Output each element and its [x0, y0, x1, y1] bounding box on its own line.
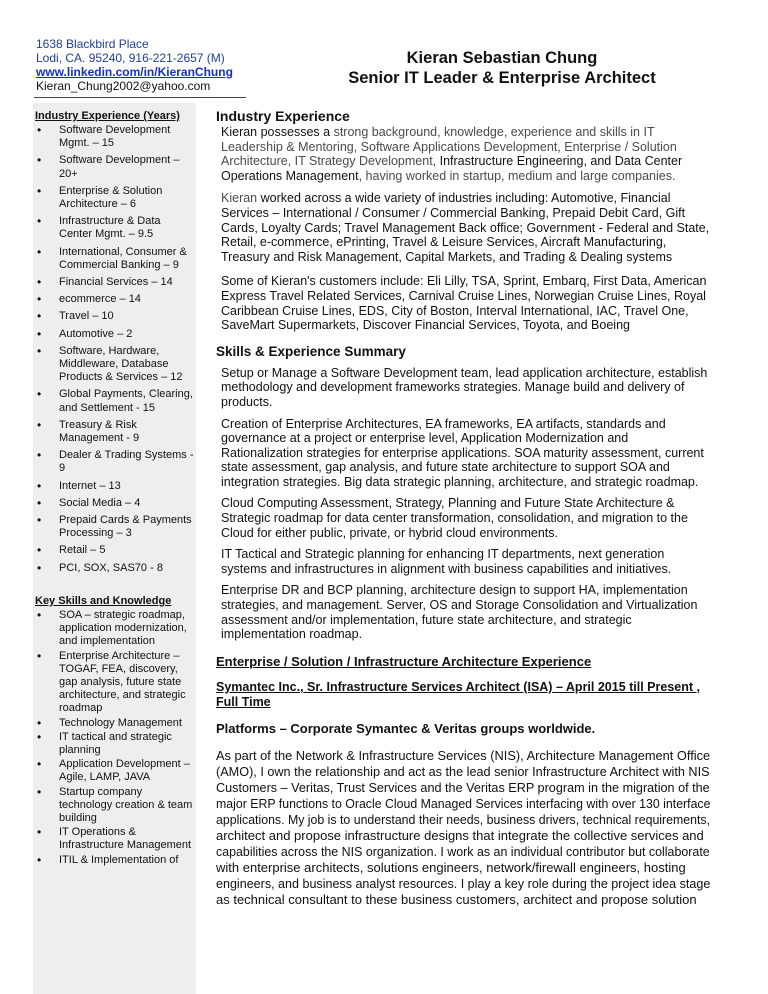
industry-experience-heading: Industry Experience	[216, 108, 350, 124]
job-line: (AMO), I own the relationship and act as the lead senior Infrastructure Architect with NIS	[216, 763, 710, 779]
list-item: • Software Development Mgmt. – 15	[35, 124, 196, 150]
list-item: • Application Development – Agile, LAMP, JAVA	[35, 758, 196, 784]
industry-p1-d: , having worked in startup, medium and large companies.	[358, 168, 676, 183]
list-item: • PCI, SOX, SAS70 - 8	[35, 562, 196, 575]
list-item: • Financial Services – 14	[35, 276, 196, 289]
skills-paragraph-4: IT Tactical and Strategic planning for enhancing IT departments, next generation systems and infrastructures in alignment with business capabilities and initiatives.	[221, 547, 672, 576]
contact-divider	[34, 97, 246, 98]
linkedin-link[interactable]: www.linkedin.com/in/KieranChung	[36, 65, 233, 79]
list-item: • Automotive – 2	[35, 328, 196, 341]
industry-p2-a: Kieran	[221, 191, 258, 206]
job-line: engineers, and business analyst resources. I play a key role during the project idea stage	[216, 875, 711, 891]
list-item: • Social Media – 4	[35, 497, 196, 510]
industry-p1-b: strong background, knowledge, experience and skills in IT Leadership & Mentoring, Software Applications Development, Enterprise / Solution Architecture, IT Strategy Development,	[221, 125, 677, 169]
job-line: as technical consultant to these business customers, architect and propose solution	[216, 891, 697, 907]
key-skills-heading: Key Skills and Knowledge	[35, 594, 172, 607]
list-item: • Software Development – 20+	[35, 154, 196, 180]
industry-p2-b: worked across a wide variety of industries including: Automotive, Financial Services – International / Consumer / Commercial Banking, Prepaid Debit Card, Gift Cards, Loyalty Cards; Travel Management Back office; Government - Federal and State, Retail, e-commerce, ePrinting, Travel & Leisure Services, Aircraft Manufacturing, Treasury and Risk Management, Capital Markets, and Trading & Dealing systems	[221, 191, 710, 264]
skills-summary-heading: Skills & Experience Summary	[216, 343, 406, 359]
job-line: As part of the Network & Infrastructure Services (NIS), Architecture Management Office	[216, 747, 711, 763]
job-line: applications. My job is to understand their needs, business drivers, technical requirements,	[216, 811, 711, 827]
job-line: Customers – Veritas, Trust Services and the Veritas ERP program in the migration of the	[216, 779, 710, 795]
job-title-line-1: Symantec Inc., Sr. Infrastructure Services Architect (ISA) – April 2015 till Present ,	[216, 679, 700, 694]
skills-paragraph-5: Enterprise DR and BCP planning, architecture design to support HA, implementation strategies, and management. Server, OS and Storage Consolidation and Virtualization assessment and/or implementation, future state architecture, and strategic implementation roadmap.	[221, 583, 698, 642]
industry-p1-a: Kieran possesses a	[221, 125, 334, 139]
list-item: • Retail – 5	[35, 544, 196, 557]
candidate-name: Kieran Sebastian Chung	[406, 49, 598, 67]
email-address: Kieran_Chung2002@yahoo.com	[36, 79, 211, 93]
resume-header	[320, 48, 684, 88]
industry-paragraph-2	[216, 191, 712, 264]
list-item: • Travel – 10	[35, 310, 196, 323]
job-line: capabilities across the NIS organization. I work as an individual contributor but collaborate	[216, 843, 710, 859]
list-item: • Enterprise Architecture – TOGAF, FEA, discovery, gap analysis, future state architecture, and strategic roadmap	[35, 650, 196, 716]
contact-block	[36, 37, 233, 93]
job-line: with enterprise architects, solutions engineers, network/firewall engineers, hosting	[216, 859, 686, 875]
list-item: • IT tactical and strategic planning	[35, 731, 196, 757]
address-line-2: Lodi, CA. 95240, 916-221-2657 (M)	[36, 51, 225, 65]
list-item: • SOA – strategic roadmap, application modernization, and implementation	[35, 609, 196, 649]
list-item: • ITIL & Implementation of	[35, 854, 196, 867]
list-item: • Technology Management	[35, 717, 196, 730]
skills-paragraph-1: Setup or Manage a Software Development team, lead application architecture, establish methodology and development frameworks strategies. Manage build and delivery of products.	[221, 365, 708, 409]
list-item: • Startup company technology creation & team building	[35, 786, 196, 826]
list-item: • ecommerce – 14	[35, 293, 196, 306]
job-title-line-2: Full Time	[216, 694, 271, 709]
platforms-line: Platforms – Corporate Symantec & Veritas groups worldwide.	[216, 720, 596, 736]
key-skills-list	[35, 609, 196, 867]
job-line: major ERP functions to Oracle Cloud Managed Services interfacing with over 130 interface	[216, 795, 711, 811]
industry-paragraph-3: Some of Kieran's customers include: Eli Lilly, TSA, Sprint, Embarq, First Data, American Express Travel Related Services, Carnival Cruise Lines, Norwegian Cruise Lines, Royal Caribbean Cruise Lines, EDS, City of Boston, Interval International, IAC, Travel One, SaveMart Supermarkets, Discover Financial Services, Toyota, and Boeing	[221, 274, 707, 333]
skills-paragraph-3: Cloud Computing Assessment, Strategy, Planning and Future State Architecture & Strategic roadmap for data center transformation, consolidation, and migration to the Cloud for either public, private, or hybrid cloud environments.	[221, 496, 688, 540]
address-line-1: 1638 Blackbird Place	[36, 37, 149, 51]
skills-paragraph-2: Creation of Enterprise Architectures, EA frameworks, EA artifacts, standards and governance at a project or enterprise level, Application Modernization and Rationalization strategies for enterprise applications. SOA maturity assessment, current state assessment, gap analysis, and future state architecture to support SOA and integration strategies. Big data strategic planning, architecture, and strategic roadmap.	[221, 416, 704, 489]
list-item: • Prepaid Cards & Payments Processing – 3	[35, 514, 196, 540]
industry-years-heading: Industry Experience (Years)	[35, 110, 180, 122]
list-item: • Internet – 13	[35, 480, 196, 493]
list-item: • Global Payments, Clearing, and Settlement - 15	[35, 388, 196, 414]
list-item: • Infrastructure & Data Center Mgmt. – 9.5	[35, 215, 196, 241]
experience-heading: Enterprise / Solution / Infrastructure Architecture Experience	[216, 653, 592, 669]
industry-p1-c: Infrastructure Engineering, and Data Center Operations Management	[221, 154, 683, 183]
list-item: • International, Consumer & Commercial Banking – 9	[35, 246, 196, 272]
list-item: • Treasury & Risk Management - 9	[35, 419, 196, 445]
list-item: • IT Operations & Infrastructure Management	[35, 826, 196, 852]
industry-paragraph-1	[216, 125, 712, 183]
job-line: architect and propose infrastructure designs that integrate the collective services and	[216, 827, 704, 843]
candidate-title: Senior IT Leader & Enterprise Architect	[348, 69, 656, 87]
job-description	[216, 748, 712, 908]
main-column	[216, 108, 712, 908]
list-item: • Software, Hardware, Middleware, Database Products & Services – 12	[35, 345, 196, 385]
list-item: • Dealer & Trading Systems - 9	[35, 449, 196, 475]
industry-years-list	[35, 124, 196, 575]
list-item: • Enterprise & Solution Architecture – 6	[35, 185, 196, 211]
sidebar	[33, 103, 196, 994]
